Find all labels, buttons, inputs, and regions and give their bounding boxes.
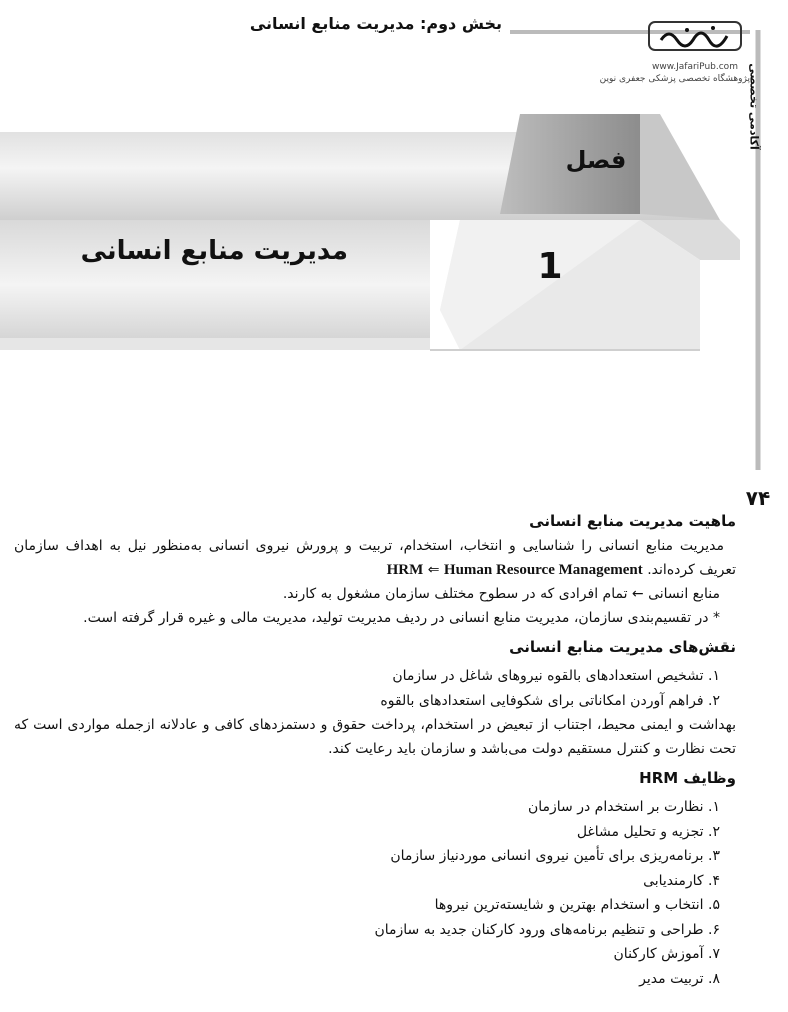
logo-url: www.JafariPub.com — [652, 62, 738, 72]
heading-functions — [14, 765, 736, 791]
list-item: ۳. برنامه‌ریزی برای تأمین نیروی انسانی موردنیاز سازمان — [390, 848, 720, 864]
page-number: ۷۴ — [738, 486, 778, 510]
side-label: آکادمی تخصصی — [747, 63, 761, 150]
hrm-abbrev: HRM — [386, 562, 424, 578]
roles-list — [14, 664, 736, 713]
logo-mark-icon — [647, 18, 743, 54]
functions-list — [14, 795, 736, 991]
list-item: ۶. طراحی و تنظیم برنامه‌های ورود کارکنان جدید به سازمان — [374, 921, 720, 938]
heading-nature: ماهیت مدیریت منابع انسانی — [529, 512, 736, 530]
resources-line: منابع انسانی ← تمام افرادی که در سطوح مختلف سازمان مشغول به کارند. — [282, 586, 720, 602]
heading-roles: نقش‌های مدیریت منابع انسانی — [509, 638, 736, 656]
list-item: ۷. آموزش کارکنان — [613, 946, 720, 962]
section-title: بخش دوم: مدیریت منابع انسانی — [249, 14, 502, 33]
publisher-logo — [599, 18, 750, 90]
functions-heading-text: وظایف HRM — [639, 769, 736, 787]
chapter-title: مدیریت منابع انسانی — [80, 236, 348, 266]
publisher-name: پژوهشگاه تخصصی پزشکی جعفری نوین — [599, 74, 750, 84]
roles-paragraph: بهداشت و ایمنی محیط، اجتناب از تبعیض در استخدام، پرداخت حقوق و دستمزدهای کافی و عادلانه ازجمله مواردی است که تحت نظارت و کنترل مستقیم دولت می‌باشد و سازمان باید رعایت کند. — [14, 717, 736, 757]
page-content — [14, 508, 736, 991]
note-line: * در تقسیم‌بندی سازمان، مدیریت منابع انسانی در ردیف مدیریت تولید، مدیریت مالی و غیره قرار گرفته است. — [83, 610, 720, 626]
chapter-label: فصل — [565, 146, 627, 174]
list-item: ۸. تربیت مدیر — [639, 970, 720, 987]
list-item: ۵. انتخاب و استخدام بهترین و شایسته‌ترین نیروها — [434, 897, 720, 913]
chapter-number: 1 — [537, 246, 563, 287]
list-item: ۱. نظارت بر استخدام در سازمان — [527, 799, 720, 815]
hrm-full-name: Human Resource Management — [443, 562, 643, 578]
list-item: ۴. کارمندیابی — [643, 872, 720, 889]
list-item: ۱. تشخیص استعدادهای بالقوه نیروهای شاغل در سازمان — [392, 668, 720, 684]
definition-text: مدیریت منابع انسانی را شناسایی و انتخاب، استخدام، تربیت و پرورش نیروی انسانی به‌منظور نیل به اهداف سازمان تعریف کرده‌اند. — [14, 538, 736, 578]
definition-paragraph — [14, 534, 736, 582]
implies-arrow-icon: ⇐ — [427, 562, 440, 578]
list-item: ۲. تجزیه و تحلیل مشاغل — [576, 823, 720, 840]
list-item: ۲. فراهم آوردن امکاناتی برای شکوفایی استعدادهای بالقوه — [380, 692, 720, 709]
